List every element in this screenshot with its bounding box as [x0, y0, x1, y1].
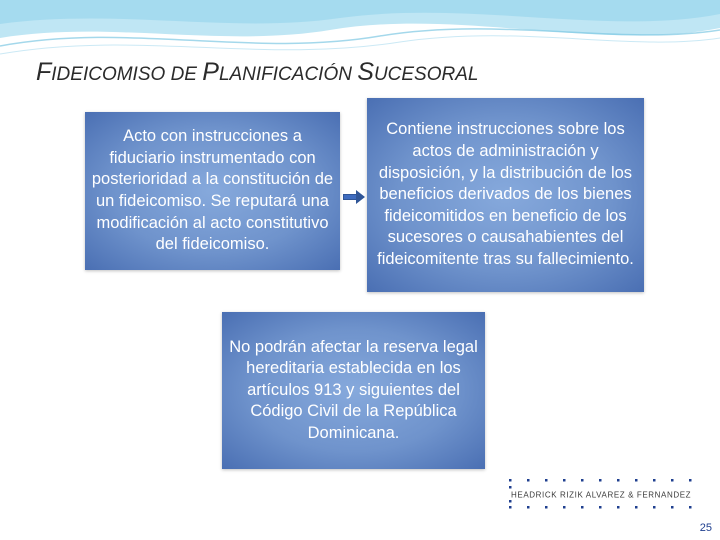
- content-box: [367, 98, 644, 292]
- page-number: 25: [699, 522, 712, 534]
- limitation-box: [222, 312, 485, 469]
- firm-logo: [505, 478, 697, 510]
- logo-text: HEADRICK RIZIK ALVAREZ & FERNANDEZ: [511, 490, 692, 500]
- title-word-2: LANIFICACIÓN: [218, 64, 358, 85]
- definition-text: Acto con instrucciones a fiduciario instrumentado con posterioridad a la constitución de un fideicomiso. Se reputará una modificación al acto constitutivo del fideicomiso.: [91, 127, 334, 254]
- title-initial-s: S: [357, 58, 374, 86]
- definition-box: [85, 112, 340, 270]
- title-initial-p: P: [202, 58, 219, 86]
- title-initial-f: F: [36, 58, 52, 86]
- title-word-3: UCESORAL: [373, 64, 479, 85]
- slide-title: [36, 58, 478, 87]
- right-arrow-icon: [343, 190, 365, 204]
- limitation-text: No podrán afectar la reserva legal hereditaria establecida en los artículos 913 y siguientes del Código Civil de la República Dominicana.: [229, 337, 478, 442]
- title-word-1: IDEICOMISO DE: [51, 64, 203, 85]
- content-text: Contiene instrucciones sobre los actos de administración y disposición, y la distribución de los beneficios derivados de los bienes fideicomitidos en beneficio de los sucesores o causahabientes del fideicomitente tras su fallecimiento.: [377, 120, 634, 268]
